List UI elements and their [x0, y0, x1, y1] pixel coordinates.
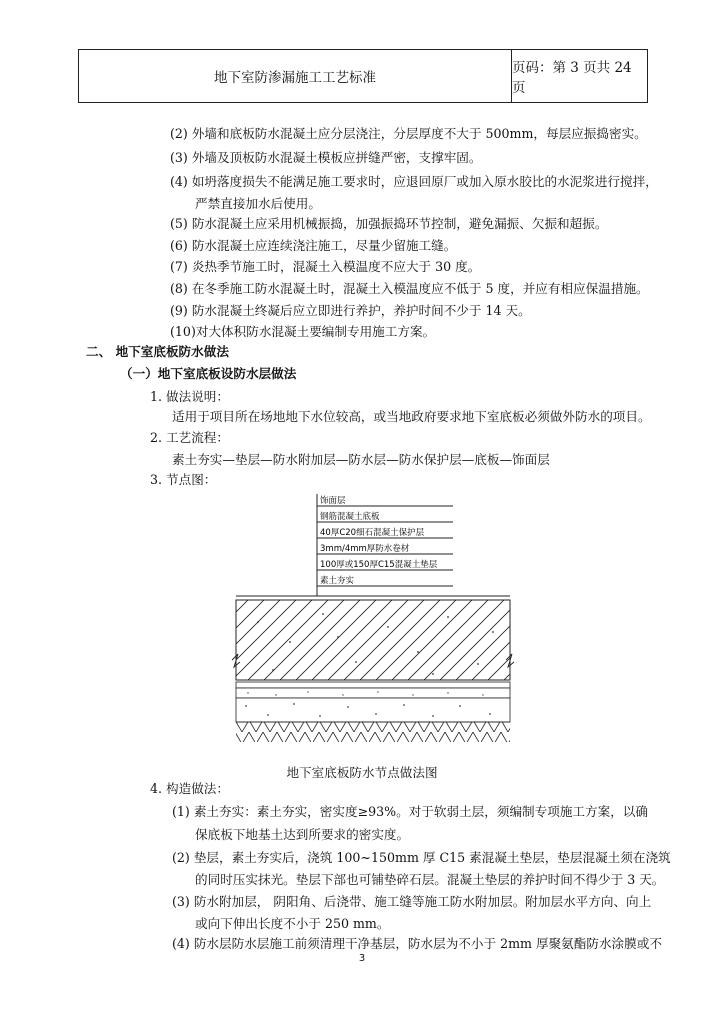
- item-label: 3. 节点图：: [150, 472, 217, 487]
- section-heading: 二、 地下室底板防水做法: [86, 344, 229, 359]
- list-item-continuation: 的同时压实抹光。垫层下部也可铺垫碎石层。混凝土垫层的养护时间不得少于 3 天。: [195, 872, 665, 887]
- layer-labels: [317, 494, 453, 596]
- list-item: (2) 垫层，素土夯实后，浇筑 100~150mm 厚 C15 素混凝土垫层，垫层混凝土须在浇筑: [172, 850, 671, 865]
- subsection-heading: （一）地下室底板设防水层做法: [120, 366, 297, 381]
- list-item: (4) 如坍落度损失不能满足施工要求时，应退回原厂或加入原水胶比的水泥浆进行搅拌，: [170, 174, 658, 189]
- list-item: (9) 防水混凝土终凝后应立即进行养护，养护时间不少于 14 天。: [170, 303, 531, 318]
- list-item: (6) 防水混凝土应连续浇注施工，尽量少留施工缝。: [170, 238, 457, 253]
- list-item: (2) 外墙和底板防水混凝土应分层浇注，分层厚度不大于 500mm，每层应振捣密实。: [170, 126, 647, 141]
- diagram-label: 素土夯实: [320, 576, 355, 586]
- diagram-label: 40厚C20细石混凝土保护层: [320, 528, 425, 538]
- list-item: (10)对大体积防水混凝土要编制专用施工方案。: [170, 324, 436, 339]
- list-item-continuation: 或向下伸出长度不小于 250 mm。: [195, 916, 390, 931]
- item-label: 1. 做法说明：: [150, 389, 229, 404]
- diagram-label: 钢筋混凝土底板: [320, 512, 380, 522]
- waterproof-node-diagram: [228, 492, 518, 750]
- list-item: (7) 炎热季节施工时，混凝土入模温度不应大于 30 度。: [170, 259, 481, 274]
- item-label: 4. 构造做法：: [150, 781, 229, 796]
- list-item: (3) 外墙及顶板防水混凝土模板应拼缝严密，支撑牢固。: [170, 150, 482, 165]
- item-label: 2. 工艺流程：: [150, 430, 229, 445]
- diagram-label: 饰面层: [320, 496, 346, 506]
- list-item-continuation: 严禁直接加水后使用。: [195, 196, 321, 211]
- item-text: 适用于项目所在场地地下水位较高，或当地政府要求地下室底板必须做外防水的项目。: [172, 409, 651, 424]
- list-item: (8) 在冬季施工防水混凝土时，混凝土入模温度应不低于 5 度，并应有相应保温措施。: [170, 281, 649, 296]
- list-item: (5) 防水混凝土应采用机械振捣，加强振捣环节控制，避免漏振、欠振和超振。: [170, 216, 608, 231]
- document-title: 地下室防渗漏施工工艺标准: [79, 50, 512, 102]
- page-info: 页码：第 3 页共 24 页: [512, 60, 632, 96]
- list-item-continuation: 保底板下地基土达到所要求的密实度。: [195, 827, 410, 842]
- list-item: (1) 素土夯实：素土夯实，密实度≥93%。对于软弱土层，须编制专项施工方案，以确: [172, 804, 648, 819]
- diagram-caption: 地下室底板防水节点做法图: [286, 765, 438, 780]
- diagram-label: 100厚或150厚C15混凝土垫层: [320, 560, 438, 570]
- list-item: (3) 防水附加层， 阴阳角、后浇带、施工缝等施工防水附加层。附加层水平方向、向上: [172, 894, 652, 909]
- list-item: (4) 防水层防水层施工前须清理干净基层，防水层为不小于 2mm 厚聚氨酯防水涂膜或不: [172, 936, 662, 951]
- diagram-label: 3mm/4mm厚防水卷材: [320, 544, 410, 554]
- header-table: [78, 49, 648, 103]
- layer-section: [232, 596, 514, 742]
- item-text: 素土夯实—垫层—防水附加层—防水层—防水保护层—底板—饰面层: [172, 452, 550, 467]
- page-number: 3: [358, 953, 366, 964]
